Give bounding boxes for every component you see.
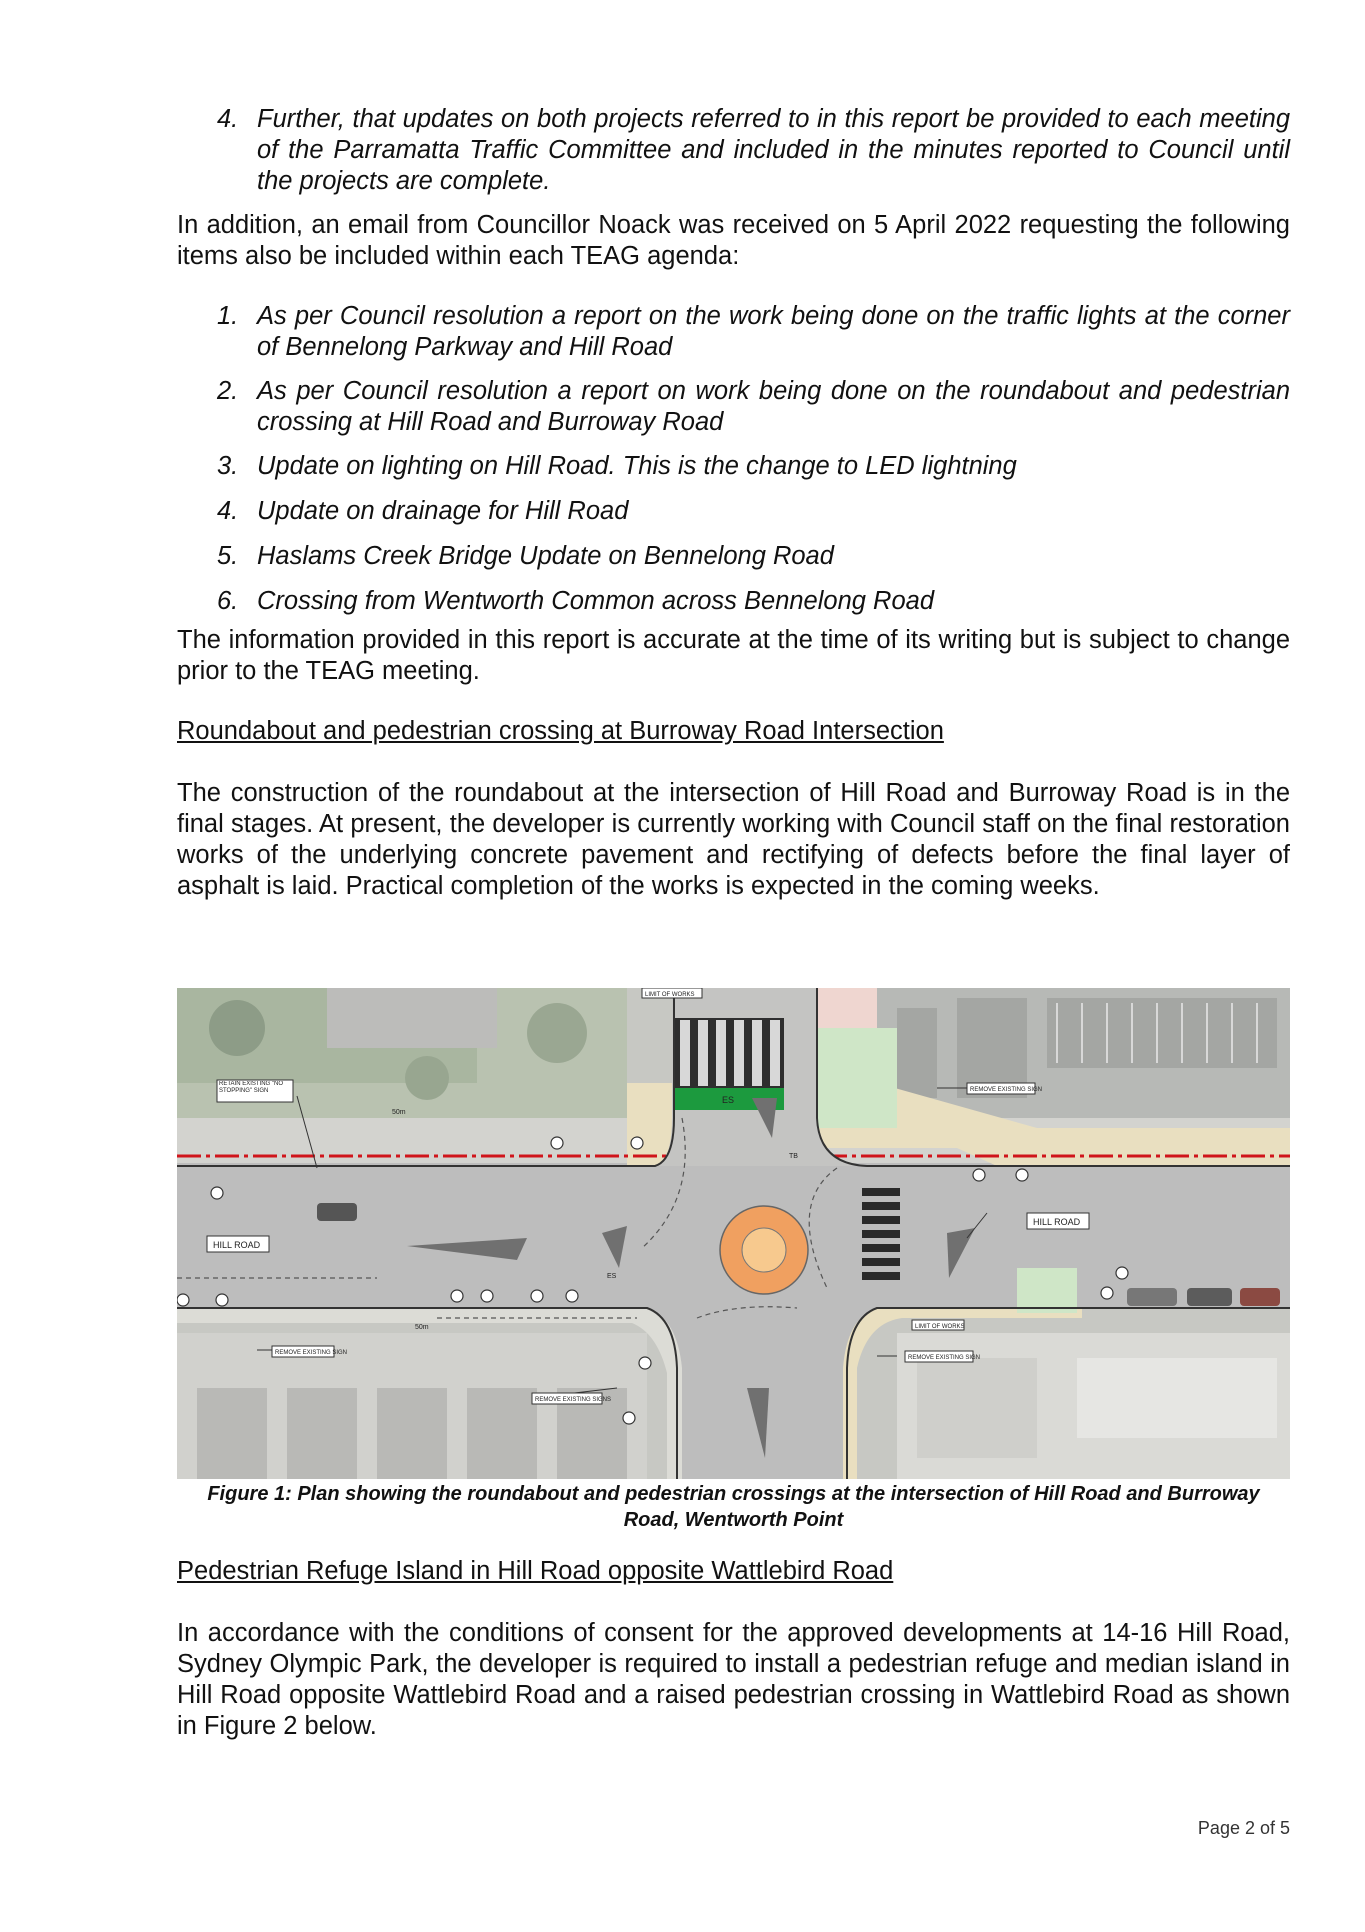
section-heading-roundabout: Roundabout and pedestrian crossing at Burroway Road Intersection — [177, 717, 944, 745]
list-text: Haslams Creek Bridge Update on Bennelong Road — [257, 542, 834, 570]
list-number: 4. — [217, 497, 239, 525]
list-text: Crossing from Wentworth Common across Bennelong Road — [257, 587, 934, 615]
list-item — [177, 541, 1290, 572]
tb-marker: TB — [789, 1153, 798, 1160]
remove-sign-top-label: REMOVE EXISTING SIGN — [970, 1087, 1043, 1093]
figure-1-caption: Figure 1: Plan showing the roundabout and pedestrian crossings at the intersection of Hill Road and Burroway Road, Wentworth Point — [207, 1483, 1260, 1531]
remove-signs-bottom-label: REMOVE EXISTING SIGNS — [535, 1397, 612, 1403]
page-number: Page 2 of 5 — [1197, 1818, 1290, 1838]
list-number: 1. — [217, 302, 239, 330]
recommendation-4 — [177, 104, 1290, 197]
section-heading-refuge-island: Pedestrian Refuge Island in Hill Road opposite Wattlebird Road — [177, 1557, 894, 1585]
dimension-50m-bottom: 50m — [415, 1324, 429, 1331]
agenda-items-list — [177, 301, 1290, 617]
remove-sign-right-label: REMOVE EXISTING SIGN — [908, 1355, 981, 1361]
list-text: Update on drainage for Hill Road — [257, 497, 629, 525]
list-text: Further, that updates on both projects referred to in this report be provided to each meeting of the Parramatta Traffic Committee and included in the minutes reported to Council until the projects are complete. — [257, 105, 1290, 195]
dimension-50m-top: 50m — [392, 1109, 406, 1116]
list-item — [177, 376, 1290, 438]
list-number: 3. — [217, 452, 239, 480]
figure-1-plan — [177, 988, 1290, 1479]
retain-sign-label: RETAIN EXISTING "NO STOPPING" SIGN — [219, 1081, 284, 1094]
list-item — [177, 451, 1290, 482]
info-paragraph: The information provided in this report is accurate at the time of its writing but is subject to change prior to the TEAG meeting. — [177, 626, 1290, 685]
page-content — [177, 104, 1290, 902]
list-text: As per Council resolution a report on work being done on the roundabout and pedestrian crossing at Hill Road and Burroway Road — [257, 377, 1290, 436]
refuge-island-paragraph: In accordance with the conditions of consent for the approved developments at 14-16 Hill Road, Sydney Olympic Park, the developer is required to install a pedestrian refuge and median island in Hill Road opposite Wattlebird Road and a raised pedestrian crossing in Wattlebird Road as shown in Figure 2 below. — [177, 1619, 1290, 1740]
limit-of-works-top-label: LIMIT OF WORKS — [645, 992, 695, 998]
limit-of-works-bottom-label: LIMIT OF WORKS — [915, 1324, 965, 1330]
remove-sign-left-label: REMOVE EXISTING SIGN — [275, 1350, 348, 1356]
intro-paragraph: In addition, an email from Councillor Noack was received on 5 April 2022 requesting the following items also be included within each TEAG agenda: — [177, 211, 1290, 270]
list-number: 2. — [217, 377, 239, 405]
list-number: 6. — [217, 587, 239, 615]
hill-road-right-label: HILL ROAD — [1033, 1217, 1081, 1227]
roundabout-plan-drawing — [177, 988, 1290, 1479]
hill-road-left-label: HILL ROAD — [213, 1240, 261, 1250]
svg-text:ES: ES — [722, 1095, 735, 1105]
list-number: 5. — [217, 542, 239, 570]
list-item — [177, 301, 1290, 363]
list-text: As per Council resolution a report on the work being done on the traffic lights at the corner of Bennelong Parkway and Hill Road — [257, 302, 1290, 361]
roundabout-paragraph: The construction of the roundabout at the intersection of Hill Road and Burroway Road is in the final stages. At present, the developer is currently working with Council staff on the final restoration works of the underlying concrete pavement and rectifying of defects before the final layer of asphalt is laid. Practical completion of the works is expected in the coming weeks. — [177, 779, 1290, 900]
list-item — [177, 496, 1290, 527]
list-text: Update on lighting on Hill Road. This is the change to LED lightning — [257, 452, 1017, 480]
page-content-lower — [177, 1556, 1290, 1742]
es-marker: ES — [607, 1273, 617, 1280]
list-item — [177, 586, 1290, 617]
list-number: 4. — [217, 105, 239, 133]
